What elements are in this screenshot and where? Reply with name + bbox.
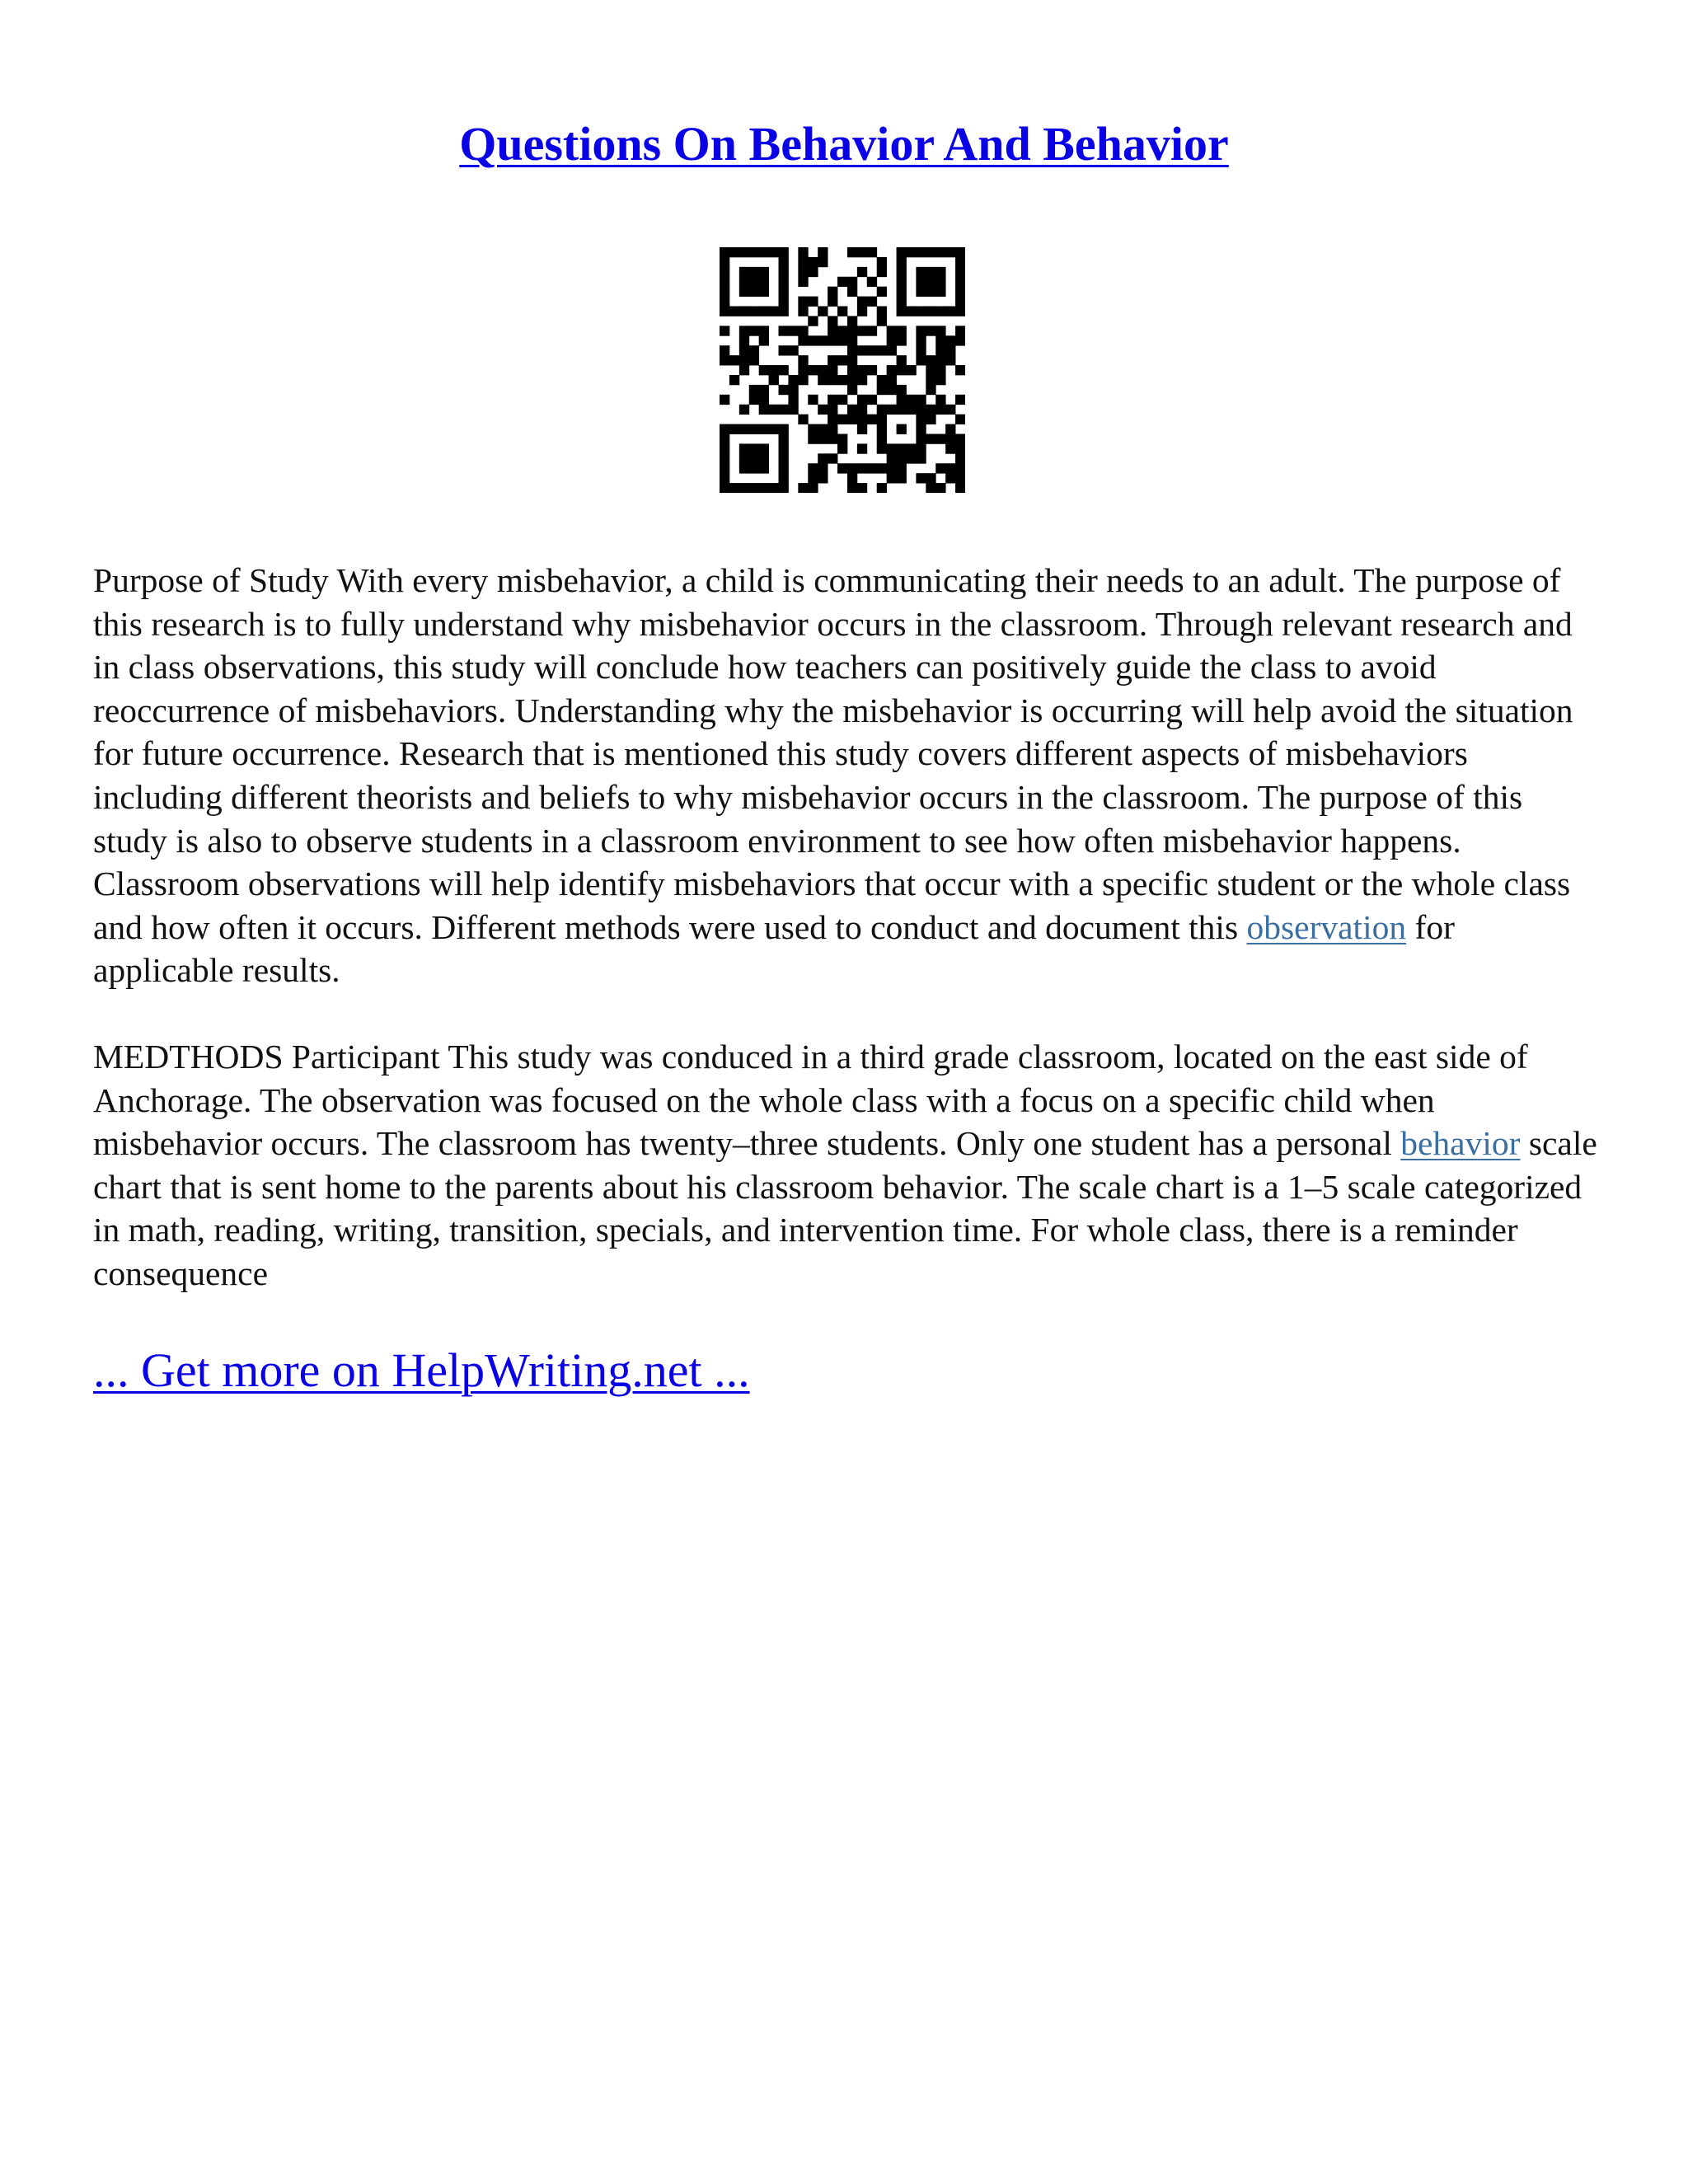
purpose-paragraph — [93, 559, 1601, 992]
purpose-text: Purpose of Study With every misbehavior, a child is communicating their needs to an adult. The purpose of this research is to fully understand why misbehavior occurs in the classroom. Through relevant research and in class observations, this study will conclude how teachers can positively guide the class to avoid reoccurrence of misbehaviors. Understanding why the misbehavior is occurring will help avoid the situation for future occurrence. Research that is mentioned this study covers different aspects of misbehaviors including different theorists and beliefs to why misbehavior occurs in the classroom. The purpose of this study is also to observe students in a classroom environment to see how often misbehavior happens. Classroom observations will help identify misbehaviors that occur with a specific student or the whole class and how often it occurs. Different methods were used to conduct and document this — [93, 561, 1573, 946]
methods-paragraph — [93, 1035, 1601, 1296]
get-more-link[interactable]: ... Get more on HelpWriting.net ... — [93, 1343, 750, 1397]
methods-text: MEDTHODS Participant This study was conduced in a third grade classroom, located on the east side of Anchorage. The observation was focused on the whole class with a focus on a specific child when misbehavior occurs. The classroom has twenty–three students. Only one student has a personal — [93, 1038, 1528, 1163]
purpose-text-end: for applicable results. — [93, 907, 1455, 990]
qr-code-icon — [720, 247, 965, 493]
title-link[interactable]: Questions On Behavior And Behavior — [459, 117, 1229, 171]
methods-text-end: scale chart that is sent home to the parents about his classroom behavior. The scale chart is a 1–5 scale categorized in math, reading, writing, transition, specials, and intervention time. For whole class, there is a reminder consequence — [93, 1124, 1597, 1292]
observation-link[interactable]: observation — [1246, 907, 1407, 946]
get-more-paragraph — [93, 1342, 750, 1399]
page-title — [0, 115, 1688, 173]
behavior-link[interactable]: behavior — [1400, 1124, 1521, 1163]
